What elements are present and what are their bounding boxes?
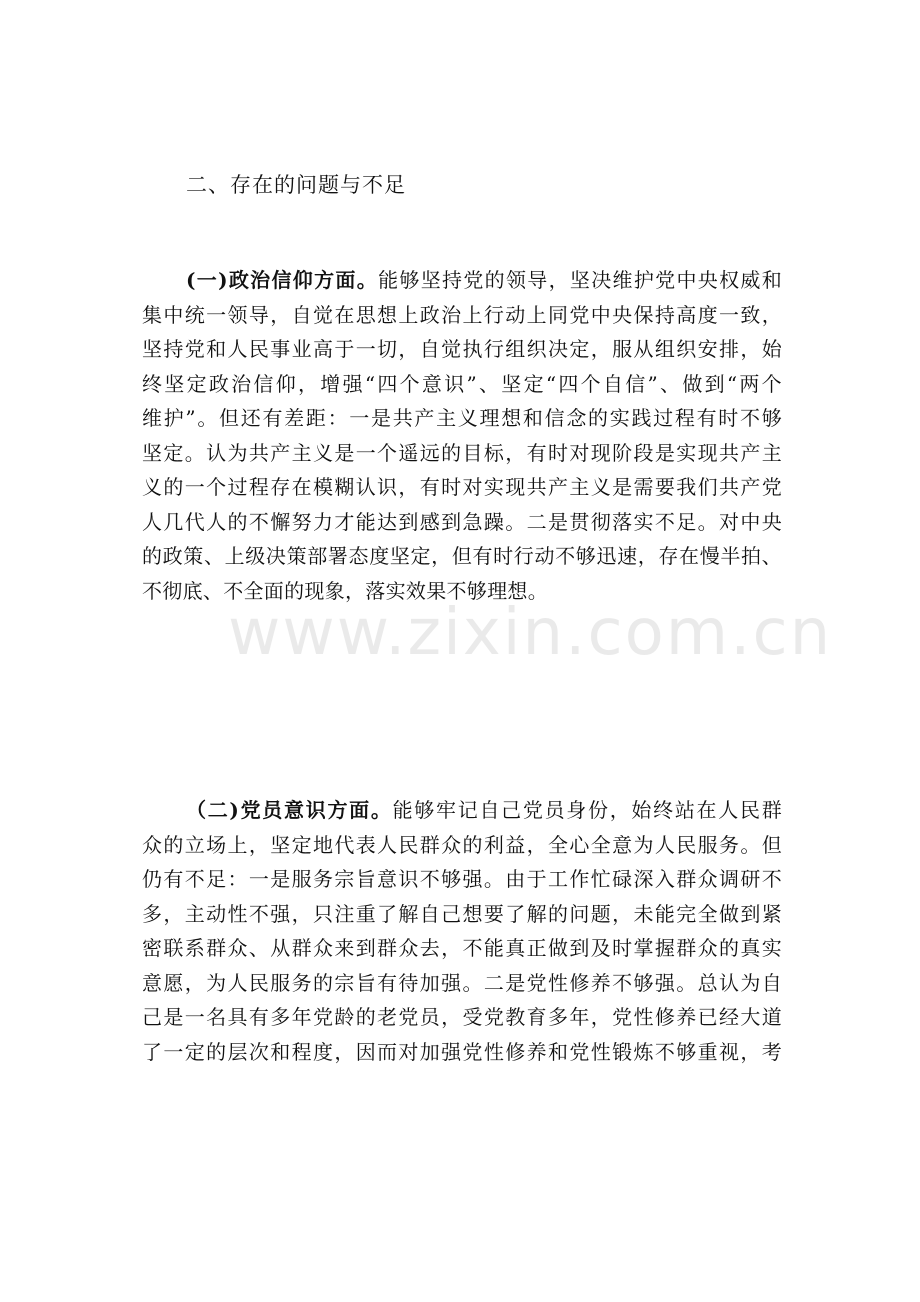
paragraph-political-belief <box>142 263 782 608</box>
paragraph-line: 多，主动性不强，只注重了解自己想要了解的问题，未能完全做到紧 <box>142 901 782 926</box>
paragraph-line: 众的立场上，坚定地代表人民群众的利益，全心全意为人民服务。但 <box>142 832 782 857</box>
paragraph-line: 己是一名具有多年党龄的老党员，受党教育多年，党性修养已经大道 <box>142 1005 782 1029</box>
paragraph-text: 能够坚持党的领导，坚决维护党中央权威和 <box>378 268 782 292</box>
paragraph-line: 义的一个过程存在模糊认识，有时对实现共产主义是需要我们共产党 <box>142 475 782 499</box>
paragraph-line: 维护”。但还有差距：一是共产主义理想和信念的实践过程有时不够 <box>142 406 782 430</box>
paragraph-line: 的政策、上级决策部署态度坚定，但有时行动不够迅速，存在慢半拍、 <box>142 544 782 568</box>
paragraph-lead: （二)党员意识方面。 <box>186 798 393 822</box>
paragraph-line <box>142 793 782 828</box>
paragraph-line: 仍有不足：一是服务宗旨意识不够强。由于工作忙碌深入群众调研不 <box>142 867 782 891</box>
paragraph-party-awareness <box>142 793 782 1069</box>
paragraph-line: 坚持党和人民事业高于一切，自觉执行组织决定，服从组织安排，始 <box>142 337 782 361</box>
paragraph-line: 终坚定政治信仰，增强“四个意识”、坚定“四个自信”、做到“两个 <box>142 371 782 396</box>
paragraph-line: 坚定。认为共产主义是一个遥远的目标，有时对现阶段是实现共产主 <box>142 440 782 465</box>
paragraph-line: 了一定的层次和程度，因而对加强党性修养和党性锻炼不够重视，考 <box>142 1039 782 1064</box>
paragraph-line: 意愿，为人民服务的宗旨有待加强。二是党性修养不够强。总认为自 <box>142 970 782 995</box>
paragraph-line: 人几代人的不懈努力才能达到感到急躁。二是贯彻落实不足。对中央 <box>142 509 782 534</box>
paragraph-line <box>142 263 782 298</box>
watermark: www.zixin.com.cn <box>228 596 833 670</box>
paragraph-text: 能够牢记自己党员身份，始终站在人民群 <box>392 798 782 822</box>
paragraph-lead: (一)政治信仰方面。 <box>186 268 379 292</box>
section-heading: 二、存在的问题与不足 <box>186 173 406 197</box>
paragraph-line: 密联系群众、从群众来到群众去，不能真正做到及时掌握群众的真实 <box>142 936 782 960</box>
paragraph-line: 不彻底、不全面的现象，落实效果不够理想。 <box>142 578 548 603</box>
paragraph-line: 集中统一领导，自觉在思想上政治上行动上同党中央保持高度一致， <box>142 302 782 327</box>
